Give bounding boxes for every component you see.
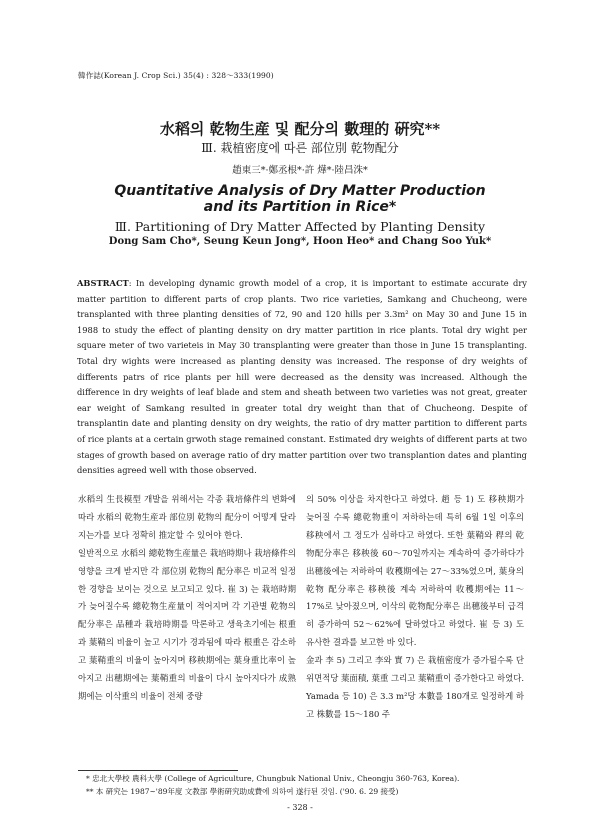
korean-title-main: 水稻의 乾物生産 및 配分의 數理的 硏究** [159,120,441,138]
english-authors: Dong Sam Cho*, Seung Keun Jong*, Hoon Heo* and Chang Soo Yuk* [108,236,492,247]
english-title-line-2: and its Partition in Rice* [203,199,397,215]
korean-title-sub: Ⅲ. 栽植密度에 따른 部位別 乾物配分 [201,141,399,155]
page-number: - 328 - [287,803,313,812]
footnote-funding: ** 本 硏究는 1987~'89年度 文教部 學術硏究助成費에 의하여 遂行된 것임. ('90. 6. 29 接受) [86,787,399,796]
english-title-part: Ⅲ. Partitioning of Dry Matter Affected by Planting Density [114,219,486,234]
footnote-affiliation: * 忠北大學校 農科大學 (College of Agriculture, Chungbuk National Univ., Cheongju 360-763, Korea). [86,774,460,783]
body-paragraph: 일반적으로 水稻의 總乾物生産量은 栽培時期나 栽培條件의 영향을 크게 받지만 각 部位別 乾物의 配分率은 비교적 일정한 경향을 보이는 것으로 보고되고 있다. 崔 3) 는 栽培時期가 늦어질수록 總乾物生産量이 적어지며 각 기관별 乾物의 配分率은 品種과 栽培時期를 막론하고 생육초기에는 根重과 葉鞘의 비율이 높고 시기가 경과됨에 따라 根重은 감소하고 葉鞘重의 비율이 높아지며 移秧期에는 葉身重比率이 높아지고 出穗期에는 葉鞘重의 비율이 다시 높아지다가 成熟期에는 이삭重의 비율이 전체 중량 [78,547,296,701]
body-column-right [306,491,524,724]
abstract [77,276,527,479]
body-paragraph: 金과 李 5) 그리고 李와 實 7) 은 栽植密度가 증가될수록 단위면적당 葉面積, 葉重 그리고 葉鞘重이 증가한다고 하였다. Yamada 등 10) 은 3.3 m²당 本數를 180개로 일정하게 하고 株數를 15～180 주 [306,655,524,719]
body-paragraph: 水稻의 生長模型 개발을 위해서는 각종 栽培條件의 변화에 따라 水稻의 乾物生産과 部位別 乾物의 配分이 어떻게 달라지는가를 보다 정확히 推定할 수 있어야 한다. [78,494,296,540]
english-title-line-1: Quantitative Analysis of Dry Matter Production [114,183,486,199]
body-paragraph: 의 50% 이상을 차지한다고 하였다. 趙 등 1) 도 移秧期가 늦어질 수록 總乾物重이 저하하는데 특히 6월 1일 이후의 移秧에서 그 정도가 심하다고 하였다. 또한 葉鞘와 稈의 乾物配分率은 移秧後 60～70일까지는 계속하여 증가하다가 出穗後에는 저하하여 收穫期에는 27～33%였으며, 葉身의 乾物 配分率은 移秧後 계속 저하하여 收穫期에는 11～17%로 낮아졌으며, 이삭의 乾物配分率은 出穗後부터 급격히 증가하여 52～62%에 달하였다고 하였다. 崔 등 3) 도 유사한 결과를 보고한 바 있다. [306,494,524,648]
korean-authors: 趙東三*·鄭丞根*·許 燁*·陸昌洙* [232,165,368,176]
abstract-label: ABSTRACT [77,278,129,288]
journal-citation: 韓作誌(Korean J. Crop Sci.) 35(4) : 328～333(1990) [78,71,274,80]
body-column-left [78,491,296,706]
abstract-text: : In developing dynamic growth model of a crop, it is important to estimate accurate dry matter partition to different parts of crop plants. Two rice varieties, Samkang and Chucheong, were transplanted with three planting densities of 72, 90 and 120 hills per 3.3m² on May 30 and June 15 in 1988 to study the effect of planting density on dry matter partition in rice plants. Total dry wight per square meter of two varieteis in May 30 transplanting were greater than those in June 15 transplanting. Total dry wights were increased as planting density was increased. The response of dry weights of differents patrs of rice plants per hill were decreased as the density was increased. Although the difference in dry weights of leaf blade and stem and sheath between two varieties was not great, greater ear weight of Samkang resulted in greater total dry weight than that of Chucheong. Despite of transplantin date and planting density on dry weights, the ratio of dry matter partition to different parts of rice plants at a certain grwoth stage remained constant. Estimated dry weights of different parts at two stages of growth based on average ratio of dry matter partition over two transplantion dates and planting densities agreed well with those observed. [77,278,527,476]
footnote-divider [78,770,238,771]
